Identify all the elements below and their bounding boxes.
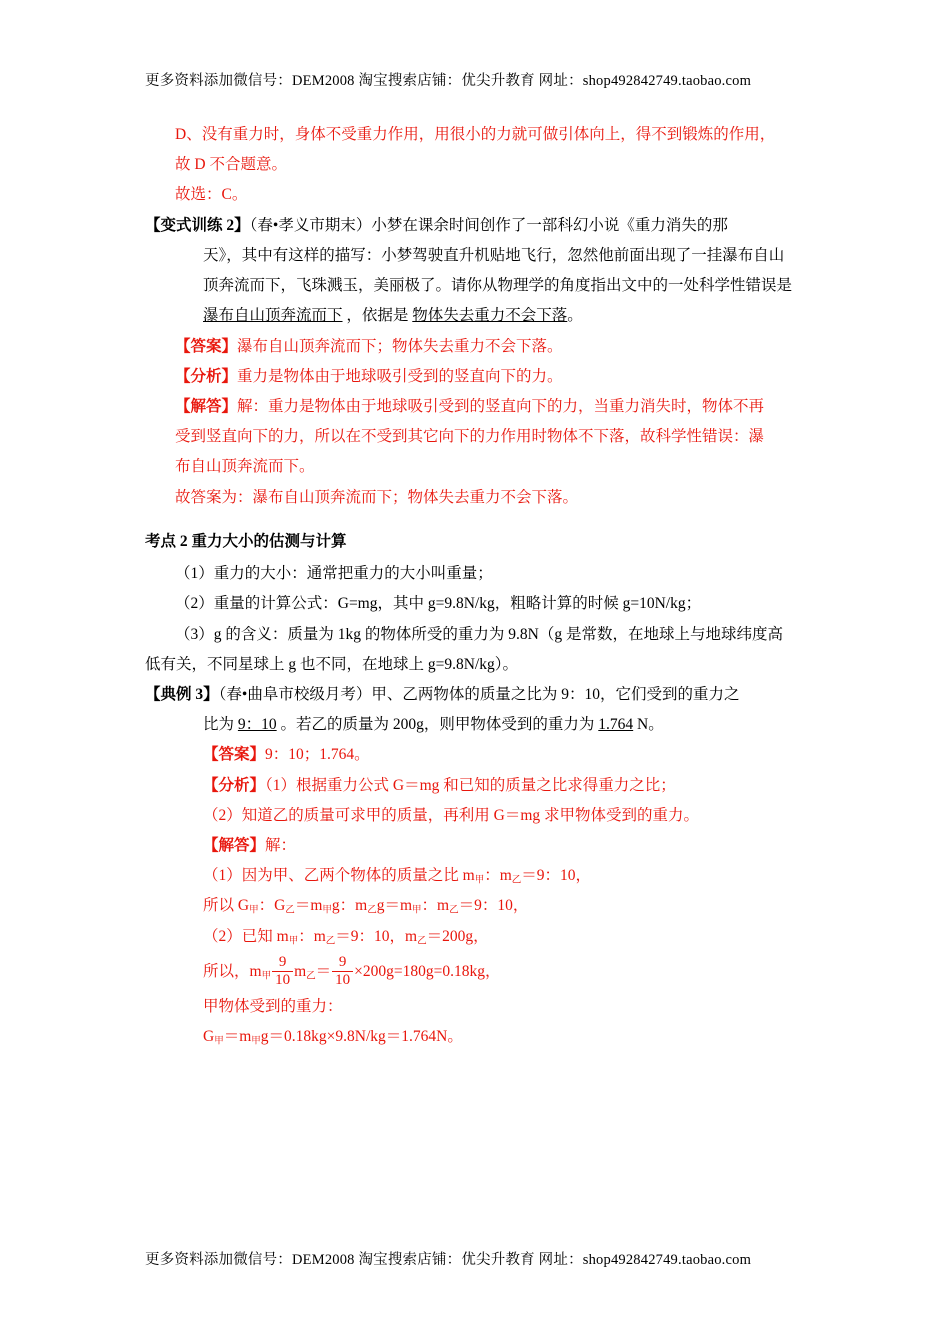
step4-a: 所以，m (203, 962, 262, 980)
exercise2-blank-2: 物体失去重力不会下落 (412, 307, 568, 325)
example3-label: 【典例 3】 (145, 685, 219, 703)
step6-sub-2: 甲 (251, 1037, 261, 1048)
exercise2-end-text: 。 (567, 307, 583, 325)
example3-analysis-line-2: （2）知道乙的质量可求甲的质量，再利用 G＝mg 求甲物体受到的重力。 (203, 806, 700, 824)
example3-step-1 (145, 861, 805, 891)
step1-b: ：m (484, 867, 512, 885)
option-d-line-2: 故 D 不合题意。 (175, 156, 287, 174)
exercise2-solution-line-4: 故答案为：瀑布自山顶奔流而下；物体失去重力不会下落。 (175, 488, 579, 506)
example3-blank-1: 9：10 (237, 716, 277, 734)
exercise2-line-2: 天》，其中有这样的描写：小梦驾驶直升机贴地飞行，忽然他前面出现了一挂瀑布自山 (203, 246, 785, 264)
example3-answer-text: 9：10；1.764。 (265, 746, 370, 764)
example3-analysis-text-1: （1）根据重力公式 G＝mg 和已知的质量之比求得重力之比； (265, 776, 676, 794)
solution-text-1: 解：重力是物体由于地球吸引受到的竖直向下的力，当重力消失时，物体不再 (237, 397, 765, 415)
example3-line-1 (145, 680, 805, 710)
step4-b: m (294, 962, 307, 980)
example3-analysis-label: 【分析】 (203, 776, 266, 794)
example3-solution-header (145, 831, 805, 861)
example3-answer (145, 740, 805, 770)
step1-a: （1）因为甲、乙两个物体的质量之比 m (203, 867, 475, 885)
kaodian2-item-2: （2）重量的计算公式：G=mg，其中 g=9.8N/kg，粗略计算的时候 g=10N/kg； (175, 595, 702, 613)
example3-step-3 (145, 922, 805, 952)
page-header: 更多资料添加微信号：DEM2008 淘宝搜索店铺：优尖升教育 网址：shop492842749.taobao.com (145, 73, 752, 89)
step3-sub-2: 乙 (325, 936, 336, 947)
kaodian2-item-1: （1）重力的大小：通常把重力的大小叫重量； (175, 565, 493, 583)
step2-b: ：G (258, 897, 286, 915)
kaodian2-item-3-line-1: （3）g 的含义：质量为 1kg 的物体所受的重力为 9.8N（g 是常数，在地球上与地球纬度高 (175, 625, 783, 643)
step3-d: ＝200g， (426, 927, 489, 945)
step2-e: g＝m (376, 897, 413, 915)
example3-answer-label: 【答案】 (203, 746, 266, 764)
exercise2-solution-line-3: 布自山顶奔流而下。 (175, 458, 315, 476)
step3-c: ＝9：10，m (335, 927, 418, 945)
exercise2-blank-1: 瀑布自山顶奔流而下 (203, 307, 343, 325)
exercise2-solution-line-2: 受到竖直向下的力，所以在不受到其它向下的力作用时物体不下落，故科学性错误：瀑 (175, 428, 765, 446)
step2-sub-5: 甲 (412, 906, 422, 917)
step4-d: ×200g=180g=0.18kg， (354, 962, 501, 980)
fraction-denominator-2: 10 (332, 971, 353, 989)
kaodian2-item-3-line-2: 低有关，不同星球上 g 也不同，在地球上 g=9.8N/kg）。 (145, 655, 518, 673)
document-body (145, 120, 805, 1053)
step2-g: ＝9：10， (458, 897, 529, 915)
fraction-9-over-10-second (332, 955, 353, 990)
step1-sub-2: 乙 (511, 875, 522, 886)
example3-mid-text: 。若乙的质量为 200g，则甲物体受到的重力为 (280, 716, 595, 734)
fraction-denominator: 10 (272, 971, 293, 989)
step2-sub-3: 甲 (322, 906, 332, 917)
exercise2-line-1 (145, 211, 805, 241)
option-d-line-1: D、没有重力时，身体不受重力作用，用很小的力就可做引体向上，得不到锻炼的作用， (175, 126, 776, 143)
fraction-numerator: 9 (278, 953, 287, 970)
example3-end-text: N。 (637, 716, 664, 734)
step3-b: ：m (298, 927, 326, 945)
step6-a: G (203, 1028, 215, 1046)
page-footer: 更多资料添加微信号：DEM2008 淘宝搜索店铺：优尖升教育 网址：shop492842749.taobao.com (145, 1252, 752, 1268)
exercise2-line-3: 顶奔流而下，飞珠溅玉，美丽极了。请你从物理学的角度指出文中的一处科学性错误是 (203, 277, 793, 295)
step2-sub-4: 乙 (367, 906, 377, 917)
analysis-label: 【分析】 (175, 367, 238, 385)
exercise2-label: 【变式训练 2】 (145, 216, 250, 234)
step6-c: g＝0.18kg×9.8N/kg＝1.764N。 (260, 1028, 463, 1046)
answer-choose: 故选：C。 (175, 186, 248, 204)
step3-a: （2）已知 m (203, 927, 289, 945)
example3-blank-2: 1.764 (598, 716, 634, 734)
step2-sub-1: 甲 (249, 906, 259, 917)
step2-c: ＝m (294, 897, 323, 915)
step1-sub-1: 甲 (474, 875, 485, 886)
example3-solution-text: 解： (265, 837, 297, 855)
example3-step-4 (145, 952, 805, 992)
step3-sub-3: 乙 (417, 936, 427, 947)
solution-label: 【解答】 (175, 397, 238, 415)
example3-line-2 (145, 710, 805, 740)
step2-sub-2: 乙 (285, 906, 295, 917)
example3-pre-text: 比为 (203, 716, 235, 734)
step3-sub-1: 甲 (288, 936, 299, 947)
step6-sub-1: 甲 (214, 1037, 224, 1048)
exercise2-solution-line-1 (145, 392, 805, 422)
example3-step-5: 甲物体受到的重力： (203, 998, 343, 1016)
exercise2-text-1: （春•孝义市期末）小梦在课余时间创作了一部科幻小说《重力消失的那 (249, 216, 728, 234)
example3-step-2 (145, 891, 805, 921)
example3-solution-label: 【解答】 (203, 837, 266, 855)
example3-step-6 (145, 1022, 805, 1052)
step2-sub-6: 乙 (449, 906, 459, 917)
step4-sub-1: 甲 (261, 971, 272, 982)
answer-label: 【答案】 (175, 337, 238, 355)
step2-f: ：m (421, 897, 450, 915)
exercise2-analysis (145, 362, 805, 392)
step1-c: ＝9：10， (521, 867, 592, 885)
step6-b: ＝m (223, 1028, 252, 1046)
example3-analysis-line-1 (145, 771, 805, 801)
exercise2-mid-text: ，依据是 (346, 307, 409, 325)
fraction-9-over-10-first (272, 955, 293, 990)
step4-sub-2: 乙 (306, 971, 316, 982)
example3-text-1: （春•曲阜市校级月考）甲、乙两物体的质量之比为 9：10，它们受到的重力之 (218, 685, 740, 703)
step4-c: ＝ (315, 962, 332, 980)
step2-a: 所以 G (203, 897, 250, 915)
analysis-text: 重力是物体由于地球吸引受到的竖直向下的力。 (237, 367, 563, 385)
section-title-kaodian-2: 考点 2 重力大小的估测与计算 (145, 532, 347, 550)
answer-text: 瀑布自山顶奔流而下；物体失去重力不会下落。 (237, 337, 563, 355)
fraction-numerator-2: 9 (338, 953, 347, 970)
exercise2-line-4 (145, 301, 805, 331)
step2-d: g：m (331, 897, 368, 915)
exercise2-answer (145, 332, 805, 362)
